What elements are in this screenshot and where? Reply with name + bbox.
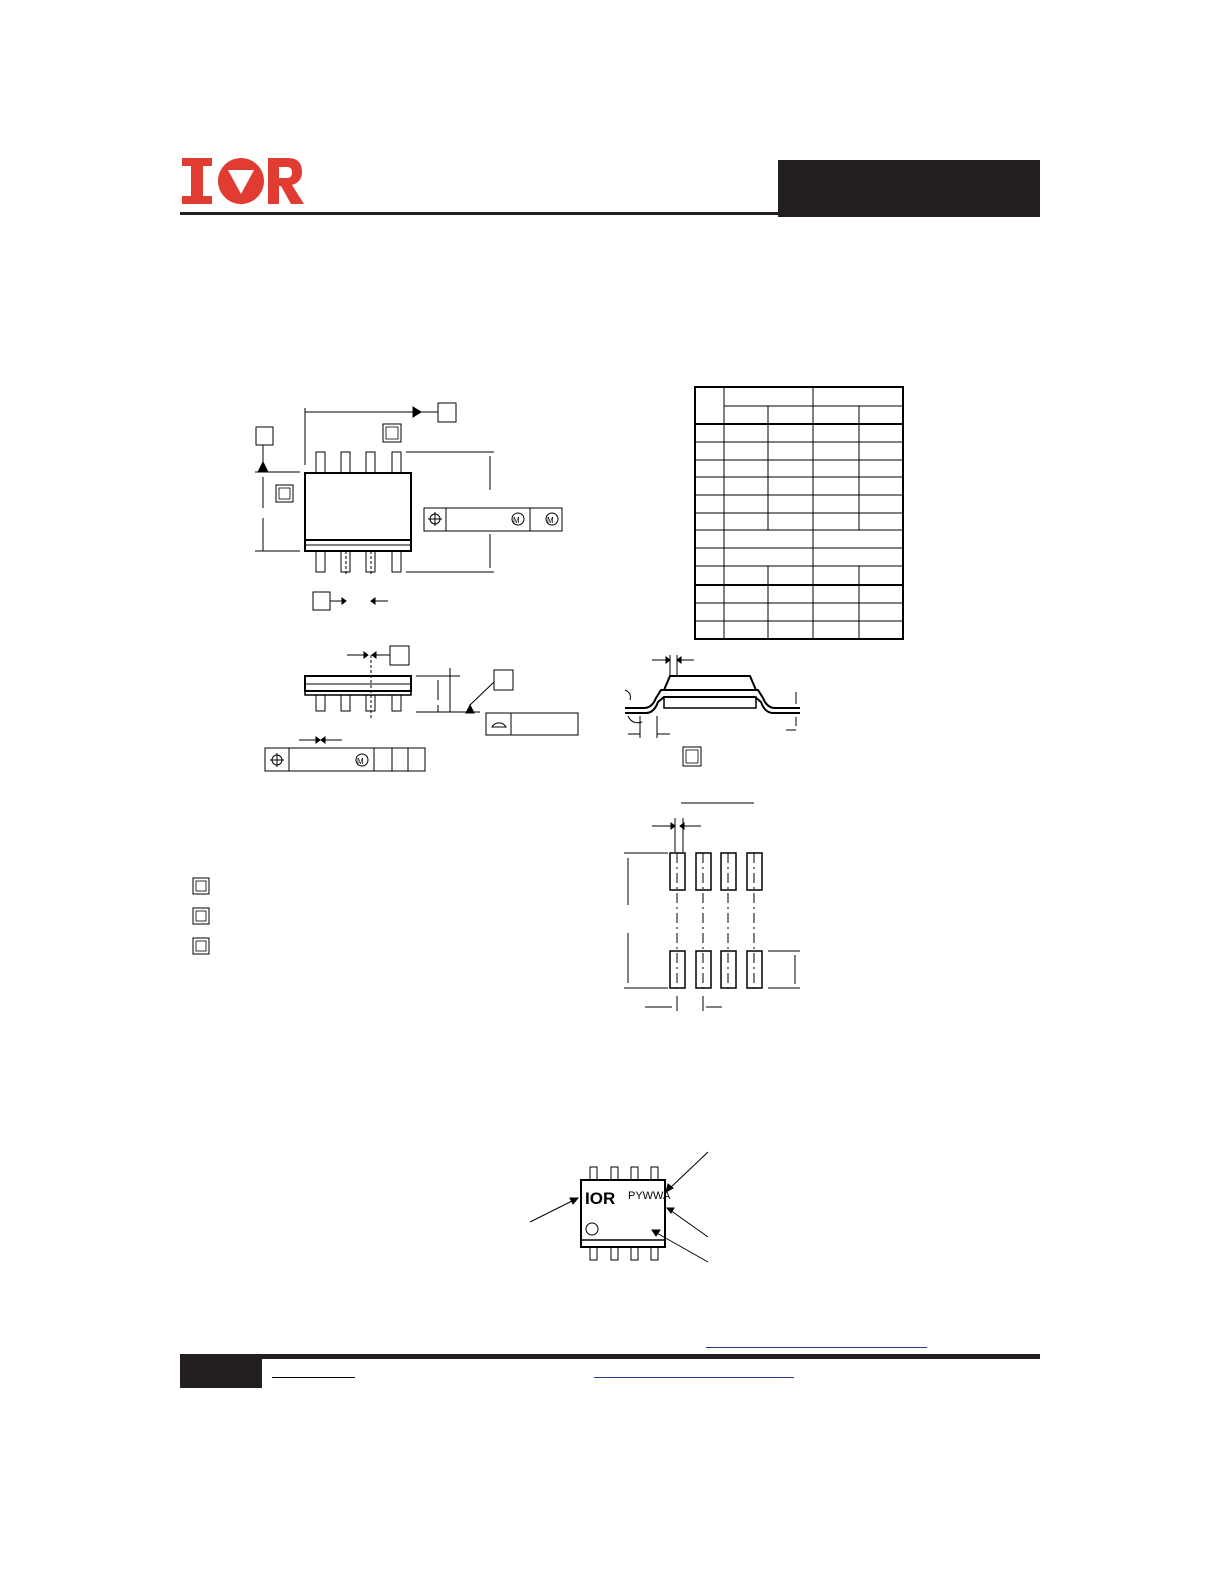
- svg-text:M: M: [547, 516, 554, 525]
- footer-rule: [180, 1354, 1040, 1359]
- marking-date-code: PYWWA: [628, 1190, 671, 1202]
- svg-text:M: M: [357, 757, 364, 766]
- footprint-view: [624, 803, 800, 1011]
- side-view: [265, 646, 578, 771]
- svg-text:M: M: [513, 516, 520, 525]
- notes-markers: [193, 878, 209, 954]
- top-view: [255, 403, 562, 610]
- footer-page-box: [180, 1354, 262, 1388]
- footer-underline-left: [272, 1377, 355, 1378]
- footer-link-underline-top[interactable]: [706, 1347, 927, 1348]
- dimension-table: [695, 387, 903, 639]
- footer-link-underline-bottom[interactable]: [594, 1377, 794, 1378]
- marking-logo-text: IOR: [585, 1189, 616, 1208]
- part-marking-example: [530, 1152, 708, 1262]
- lead-detail: [625, 655, 800, 766]
